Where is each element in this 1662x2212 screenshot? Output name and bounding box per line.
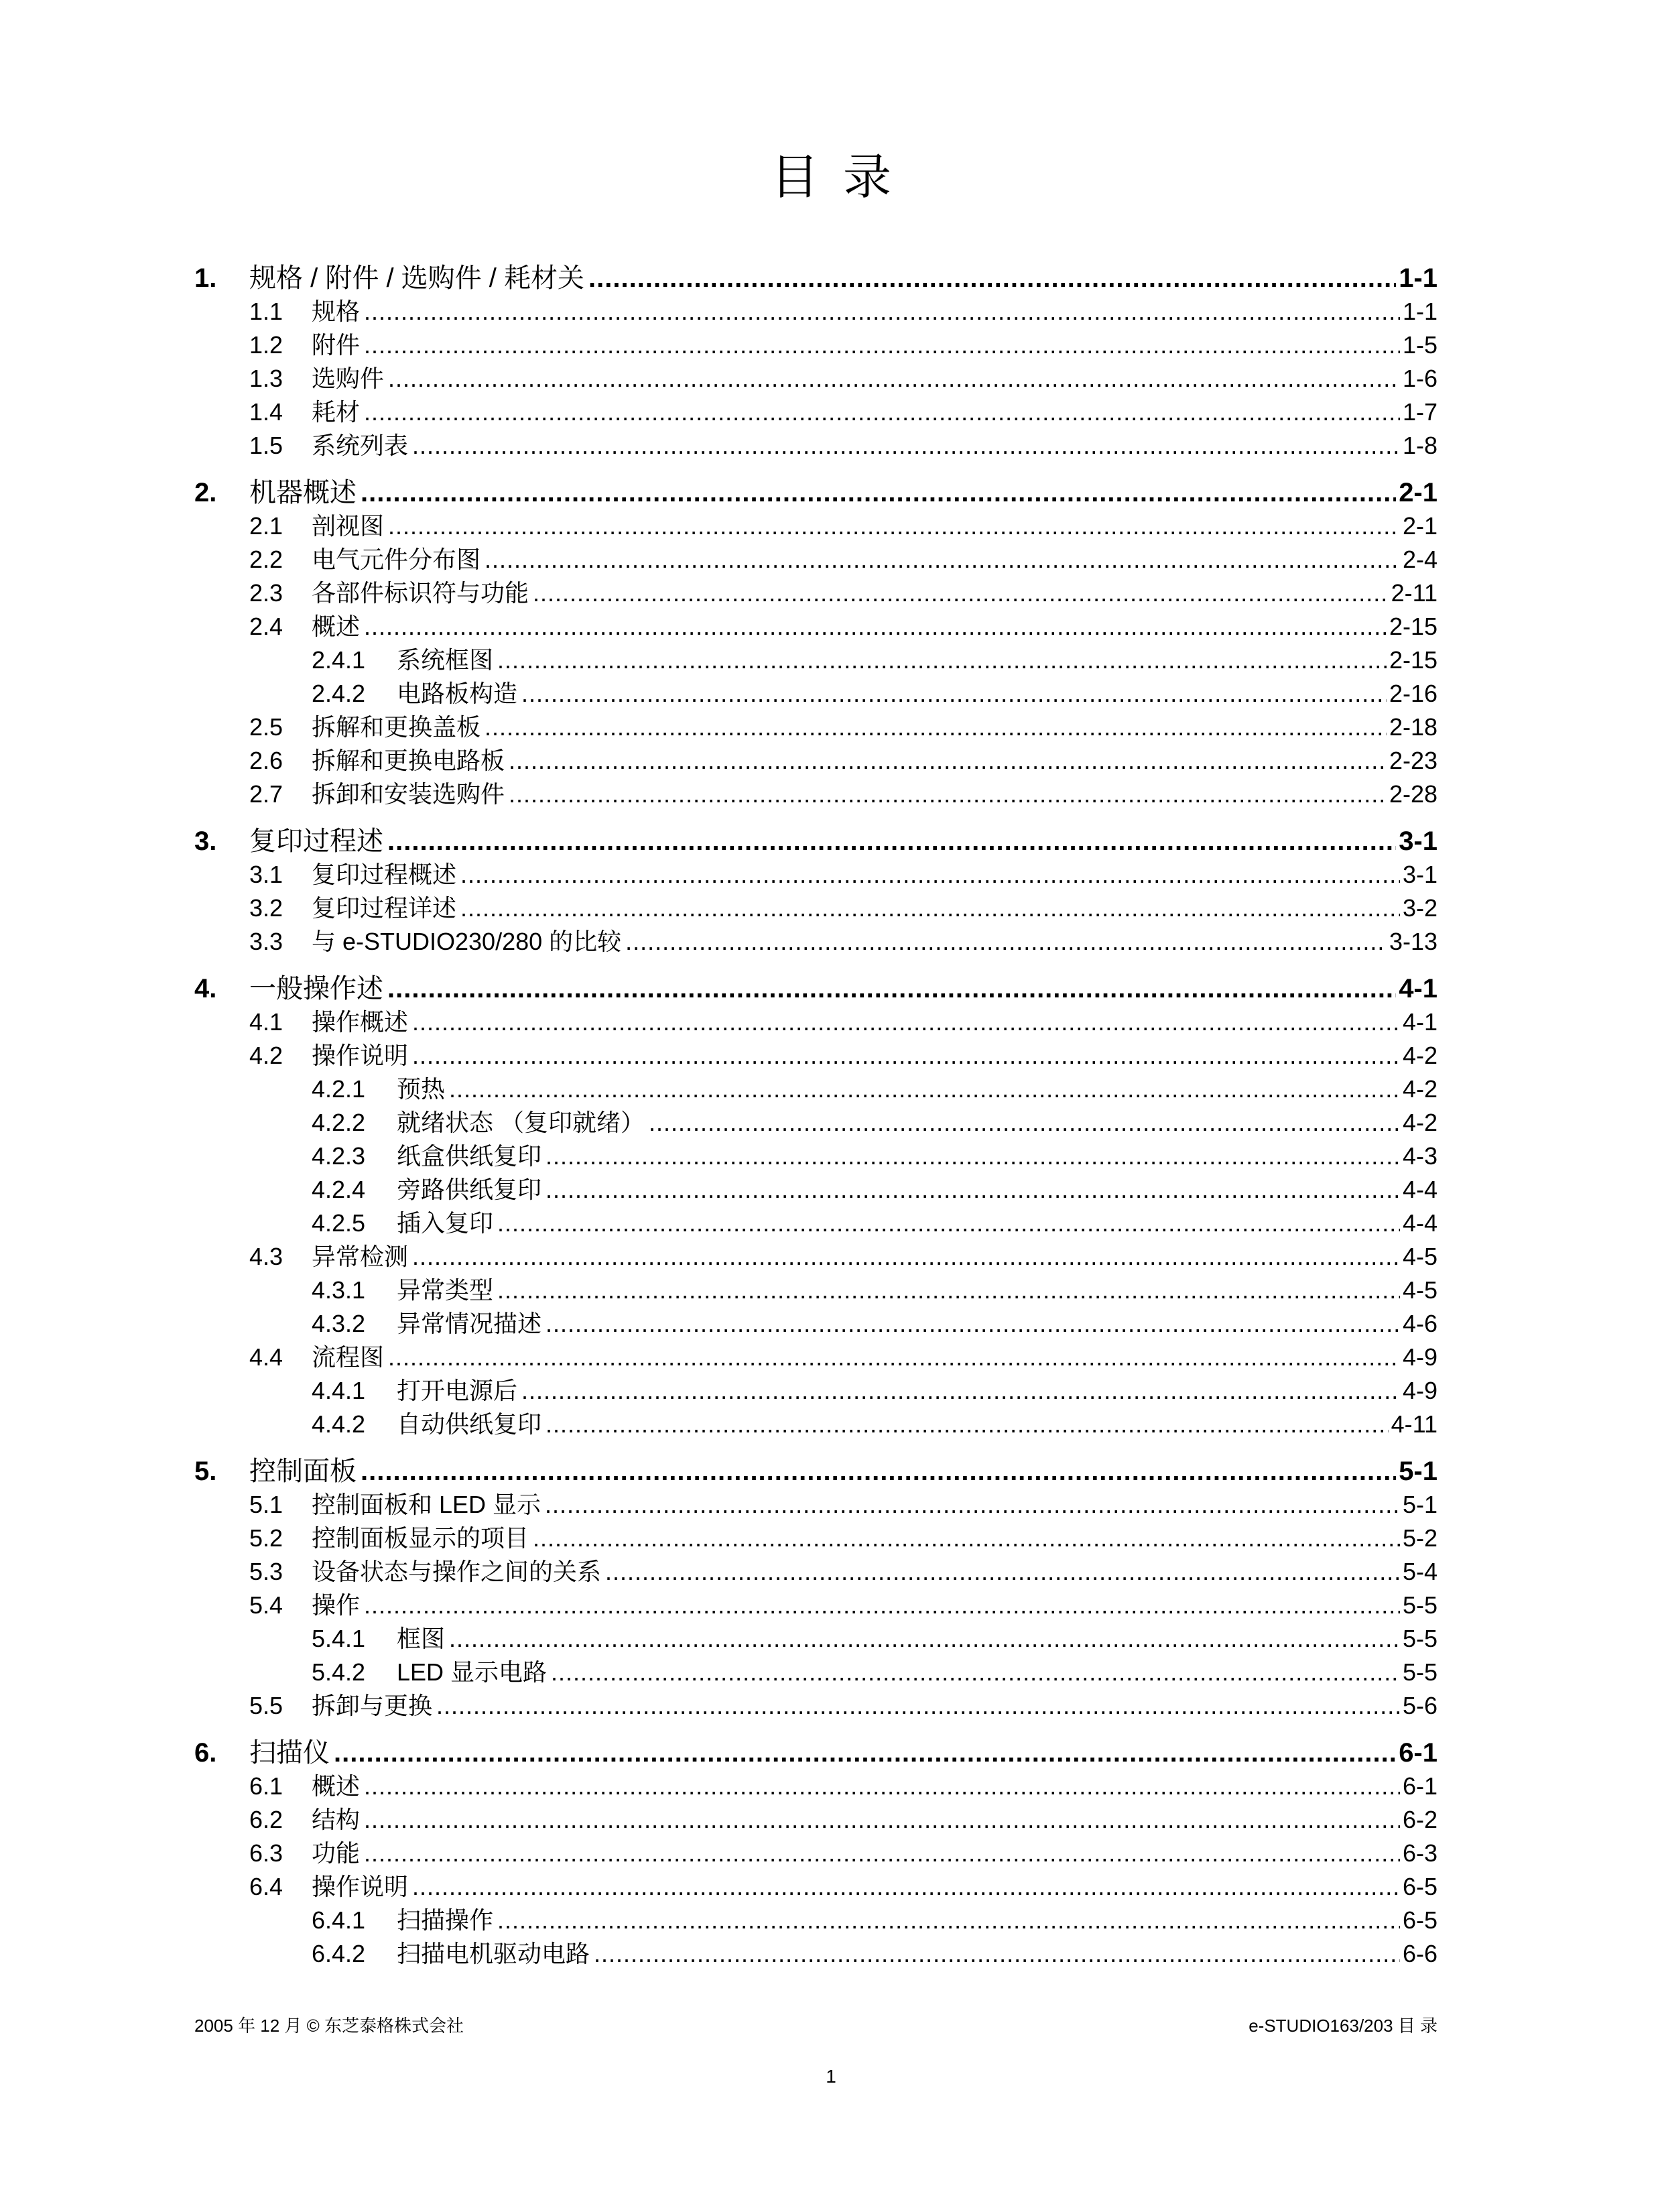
toc-entry-page: 6-1 [1399,1738,1437,1768]
toc-dot-leader [521,679,1387,709]
toc-entry-title: 复印过程概述 [312,861,457,888]
toc-entry-title: 拆卸和安装选购件 [312,780,505,808]
toc-entry-title: 规格 / 附件 / 选购件 / 耗材关 [249,263,585,293]
toc-entry-number: 1.2 [249,331,283,359]
toc-dot-leader [533,578,1389,608]
toc-entry-number: 4.2.1 [312,1075,366,1103]
toc-dot-leader [625,927,1387,957]
toc-entry-page: 2-28 [1389,780,1437,808]
toc-dot-leader [361,1457,1396,1486]
toc-entry-page: 2-15 [1389,646,1437,674]
toc-entry-page: 4-9 [1402,1377,1437,1404]
toc-chapter-entry[interactable] [194,821,1437,856]
toc-entry[interactable] [194,742,1437,776]
toc-dot-leader [364,612,1387,641]
toc-chapter-entry[interactable] [194,1733,1437,1768]
toc-entry[interactable] [194,393,1437,427]
toc-entry-title: 复印过程述 [249,826,383,856]
toc-entry-page: 6-1 [1402,1772,1437,1800]
toc-entry[interactable] [194,1553,1437,1587]
toc-dot-leader [412,1242,1400,1272]
toc-entry-title: 流程图 [312,1343,385,1371]
toc-entry-number: 4.2 [249,1042,283,1069]
toc-dot-leader [485,545,1400,574]
toc-entry-page: 6-3 [1402,1839,1437,1867]
toc-entry[interactable] [194,1768,1437,1801]
toc-entry[interactable] [194,1104,1437,1138]
toc-dot-leader [412,431,1400,460]
toc-entry-title: 剖视图 [312,512,385,540]
toc-entry[interactable] [194,675,1437,709]
toc-dot-leader [364,330,1400,360]
toc-dot-leader [387,974,1396,1003]
toc-entry-title: 预热 [397,1075,446,1103]
toc-entry[interactable] [194,1868,1437,1902]
toc-dot-leader [533,1524,1400,1553]
toc-entry[interactable] [194,1171,1437,1205]
toc-entry-page: 2-1 [1399,478,1437,507]
toc-dot-leader [546,1142,1400,1171]
toc-dot-leader [387,826,1396,856]
toc-dot-leader [364,1591,1400,1620]
toc-entry[interactable] [194,1935,1437,1969]
toc-entry-title: 拆解和更换盖板 [312,713,481,741]
toc-dot-leader [546,1175,1400,1205]
toc-entry-page: 5-2 [1402,1524,1437,1552]
toc-entry-page: 2-11 [1391,579,1437,607]
toc-dot-leader [497,646,1387,675]
toc-dot-leader [361,478,1396,507]
toc-entry-page: 3-13 [1389,928,1437,955]
toc-entry-title: 就绪状态 （复印就绪） [397,1109,645,1136]
toc-entry-title: 各部件标识符与功能 [312,579,529,607]
toc-dot-leader [334,1738,1396,1768]
toc-entry-title: 控制面板显示的项目 [312,1524,529,1552]
toc-entry-number: 5.1 [249,1491,283,1518]
toc-entry-page: 4-5 [1402,1276,1437,1304]
toc-entry-title: 概述 [312,613,361,640]
table-of-contents [194,258,1437,1969]
toc-entry-number: 6. [194,1738,217,1768]
toc-entry-number: 6.3 [249,1839,283,1867]
toc-entry-page: 2-16 [1389,680,1437,707]
toc-entry-number: 4. [194,974,217,1003]
toc-entry[interactable] [194,1520,1437,1553]
toc-entry-page: 1-5 [1402,331,1437,359]
toc-entry-number: 2. [194,478,217,507]
toc-entry-title: 扫描操作 [397,1906,494,1934]
toc-entry-page: 3-1 [1402,861,1437,888]
toc-entry[interactable] [194,1835,1437,1868]
toc-entry-number: 2.5 [249,713,283,741]
toc-dot-leader [546,1309,1400,1339]
toc-entry-page: 4-2 [1402,1109,1437,1136]
toc-entry-title: 规格 [312,298,361,325]
toc-entry-page: 1-6 [1402,365,1437,392]
toc-entry[interactable] [194,1238,1437,1272]
toc-entry-title: 机器概述 [249,478,357,507]
toc-dot-leader [364,1772,1400,1801]
toc-entry-title: 操作概述 [312,1008,409,1036]
toc-entry[interactable] [194,1902,1437,1935]
toc-entry[interactable] [194,326,1437,360]
toc-entry[interactable] [194,1687,1437,1721]
toc-dot-leader [460,894,1400,923]
toc-entry-title: 自动供纸复印 [397,1410,542,1438]
toc-entry[interactable] [194,1305,1437,1339]
toc-entry-number: 2.7 [249,780,283,808]
toc-entry-title: 异常检测 [312,1243,409,1270]
toc-entry-number: 2.3 [249,579,283,607]
toc-dot-leader [509,780,1387,809]
toc-entry-page: 1-8 [1402,432,1437,459]
toc-entry[interactable] [194,360,1437,393]
toc-entry-number: 3.1 [249,861,283,888]
toc-entry-number: 1.5 [249,432,283,459]
toc-entry-page: 4-2 [1402,1075,1437,1103]
toc-entry-title: 扫描电机驱动电路 [397,1940,590,1967]
toc-dot-leader [436,1691,1400,1721]
toc-entry-number: 6.4 [249,1873,283,1900]
toc-entry-title: 操作 [312,1591,361,1619]
toc-entry-number: 4.2.4 [312,1176,366,1203]
toc-entry-number: 5.5 [249,1692,283,1719]
footer-document-title: e-STUDIO163/203 目 录 [1249,2016,1437,2036]
toc-dot-leader [545,1490,1400,1520]
toc-entry-title: 系统列表 [312,432,409,459]
toc-chapter-entry[interactable] [194,1451,1437,1486]
toc-entry-page: 6-6 [1402,1940,1437,1967]
toc-entry-page: 2-4 [1402,546,1437,573]
toc-entry-title: 电气元件分布图 [312,546,481,573]
toc-entry-title: 控制面板 [249,1457,357,1486]
toc-entry[interactable] [194,574,1437,608]
toc-entry[interactable] [194,1486,1437,1520]
toc-entry-number: 4.3.1 [312,1276,366,1304]
toc-entry-page: 4-1 [1402,1008,1437,1036]
toc-dot-leader [364,297,1400,326]
toc-entry-number: 3. [194,826,217,856]
toc-entry[interactable] [194,427,1437,460]
toc-entry[interactable] [194,1620,1437,1654]
toc-entry[interactable] [194,541,1437,574]
toc-dot-leader [449,1624,1400,1654]
toc-chapter-entry[interactable] [194,969,1437,1003]
toc-dot-leader [551,1658,1400,1687]
toc-dot-leader [412,1041,1400,1070]
toc-entry[interactable] [194,1801,1437,1835]
toc-entry-page: 4-9 [1402,1343,1437,1371]
toc-entry[interactable] [194,1205,1437,1238]
toc-dot-leader [497,1276,1400,1305]
toc-entry-title: 设备状态与操作之间的关系 [312,1558,602,1585]
toc-dot-leader [388,1343,1400,1372]
toc-entry-page: 5-1 [1399,1457,1437,1486]
toc-dot-leader [485,713,1387,742]
toc-entry-number: 4.4.1 [312,1377,366,1404]
page-number: 1 [826,2066,836,2087]
toc-entry-number: 2.4.1 [312,646,366,674]
toc-entry-number: 6.4.1 [312,1906,366,1934]
toc-entry-page: 1-1 [1399,263,1437,293]
toc-entry[interactable] [194,1654,1437,1687]
toc-entry-page: 5-5 [1402,1625,1437,1652]
toc-entry-page: 4-3 [1402,1142,1437,1170]
toc-entry-title: 结构 [312,1806,361,1833]
toc-entry[interactable] [194,1003,1437,1037]
toc-entry-page: 2-18 [1389,713,1437,741]
toc-entry[interactable] [194,856,1437,889]
toc-entry-page: 4-11 [1391,1410,1437,1438]
toc-entry-title: 概述 [312,1772,361,1800]
toc-entry-title: 复印过程详述 [312,894,457,922]
toc-entry[interactable] [194,1138,1437,1171]
toc-entry-page: 2-15 [1389,613,1437,640]
toc-entry-title: 系统框图 [397,646,494,674]
toc-entry-page: 4-5 [1402,1243,1437,1270]
toc-dot-leader [388,364,1400,393]
toc-entry-number: 2.4.2 [312,680,366,707]
toc-entry-page: 3-1 [1399,826,1437,856]
toc-entry-number: 5.4.2 [312,1658,366,1686]
toc-entry-page: 5-1 [1402,1491,1437,1518]
toc-entry-page: 2-23 [1389,747,1437,774]
toc-entry-number: 1.4 [249,398,283,426]
toc-entry-number: 4.4.2 [312,1410,366,1438]
toc-chapter-entry[interactable] [194,473,1437,507]
toc-entry-number: 5.2 [249,1524,283,1552]
toc-dot-leader [364,1805,1400,1835]
toc-dot-leader [497,1906,1400,1935]
toc-entry-page: 1-1 [1402,298,1437,325]
toc-dot-leader [497,1209,1400,1238]
toc-dot-leader [509,746,1387,776]
toc-entry-title: 打开电源后 [397,1377,518,1404]
toc-entry-number: 3.2 [249,894,283,922]
toc-entry-page: 6-2 [1402,1806,1437,1833]
toc-dot-leader [546,1410,1389,1439]
toc-entry-number: 4.3 [249,1243,283,1270]
toc-entry-title: 插入复印 [397,1209,494,1237]
toc-entry-number: 6.1 [249,1772,283,1800]
toc-entry-number: 2.1 [249,512,283,540]
toc-entry-page: 2-1 [1402,512,1437,540]
toc-entry-number: 5.4 [249,1591,283,1619]
toc-entry[interactable] [194,293,1437,326]
toc-entry-title: 功能 [312,1839,361,1867]
toc-entry-title: 操作说明 [312,1873,409,1900]
toc-entry-number: 5. [194,1457,217,1486]
toc-entry[interactable] [194,1372,1437,1406]
toc-entry[interactable] [194,776,1437,809]
toc-entry-title: 框图 [397,1625,446,1652]
page-title: 目录 [770,151,915,204]
toc-dot-leader [521,1376,1400,1406]
toc-entry-page: 6-5 [1402,1906,1437,1934]
toc-dot-leader [412,1872,1400,1902]
toc-entry-number: 1.3 [249,365,283,392]
toc-entry-number: 6.4.2 [312,1940,366,1967]
toc-entry-title: 旁路供纸复印 [397,1176,542,1203]
toc-entry[interactable] [194,608,1437,641]
toc-entry-number: 4.2.3 [312,1142,366,1170]
toc-entry-title: 电路板构造 [397,680,518,707]
toc-entry[interactable] [194,1339,1437,1372]
toc-dot-leader [605,1557,1400,1587]
toc-entry-number: 4.4 [249,1343,283,1371]
toc-entry-title: 附件 [312,331,361,359]
toc-entry[interactable] [194,1272,1437,1305]
toc-entry-title: 一般操作述 [249,974,383,1003]
toc-chapter-entry[interactable] [194,258,1437,293]
toc-entry[interactable] [194,1037,1437,1070]
toc-dot-leader [412,1007,1400,1037]
toc-entry-number: 4.3.2 [312,1310,366,1337]
footer-copyright: 2005 年 12 月 © 东芝泰格株式会社 [194,2016,464,2036]
toc-entry-number: 2.6 [249,747,283,774]
toc-entry[interactable] [194,507,1437,541]
toc-entry-title: 与 e-STUDIO230/280 的比较 [312,928,622,955]
toc-entry[interactable] [194,709,1437,742]
toc-entry-page: 3-2 [1402,894,1437,922]
toc-entry-number: 2.4 [249,613,283,640]
toc-entry-number: 3.3 [249,928,283,955]
toc-entry-title: 扫描仪 [249,1738,330,1768]
toc-dot-leader [594,1939,1400,1969]
toc-entry-page: 4-4 [1402,1209,1437,1237]
toc-entry-number: 2.2 [249,546,283,573]
toc-entry-title: 异常情况描述 [397,1310,542,1337]
toc-entry-title: 控制面板和 LED 显示 [312,1491,541,1518]
toc-entry[interactable] [194,1406,1437,1439]
toc-entry[interactable] [194,1587,1437,1620]
toc-entry-page: 5-5 [1402,1658,1437,1686]
toc-dot-leader [460,860,1400,889]
toc-entry-page: 5-4 [1402,1558,1437,1585]
toc-entry[interactable] [194,641,1437,675]
toc-entry-title: 拆卸与更换 [312,1692,433,1719]
toc-entry-title: 选购件 [312,365,385,392]
toc-entry-number: 6.2 [249,1806,283,1833]
toc-dot-leader [449,1074,1400,1104]
toc-entry-page: 5-6 [1402,1692,1437,1719]
toc-entry-page: 1-7 [1402,398,1437,426]
toc-entry-page: 4-6 [1402,1310,1437,1337]
toc-entry-title: 操作说明 [312,1042,409,1069]
toc-dot-leader [364,1839,1400,1868]
toc-entry-title: 异常类型 [397,1276,494,1304]
toc-dot-leader [388,511,1400,541]
toc-entry-title: 拆解和更换电路板 [312,747,505,774]
toc-dot-leader [364,397,1400,427]
toc-entry-page: 4-4 [1402,1176,1437,1203]
toc-entry-number: 1. [194,263,217,293]
toc-entry-number: 1.1 [249,298,283,325]
toc-entry[interactable] [194,889,1437,923]
toc-entry-title: LED 显示电路 [397,1658,548,1686]
toc-entry-number: 5.3 [249,1558,283,1585]
toc-entry-number: 4.2.2 [312,1109,366,1136]
toc-entry-page: 4-1 [1399,974,1437,1003]
toc-dot-leader [649,1108,1400,1138]
toc-entry-number: 4.2.5 [312,1209,366,1237]
toc-dot-leader [588,263,1396,293]
toc-entry-number: 4.1 [249,1008,283,1036]
toc-entry-page: 6-5 [1402,1873,1437,1900]
toc-entry-title: 纸盒供纸复印 [397,1142,542,1170]
toc-entry-page: 5-5 [1402,1591,1437,1619]
toc-entry-page: 4-2 [1402,1042,1437,1069]
toc-entry-title: 耗材 [312,398,361,426]
toc-entry-number: 5.4.1 [312,1625,366,1652]
toc-entry[interactable] [194,1070,1437,1104]
toc-entry[interactable] [194,923,1437,957]
